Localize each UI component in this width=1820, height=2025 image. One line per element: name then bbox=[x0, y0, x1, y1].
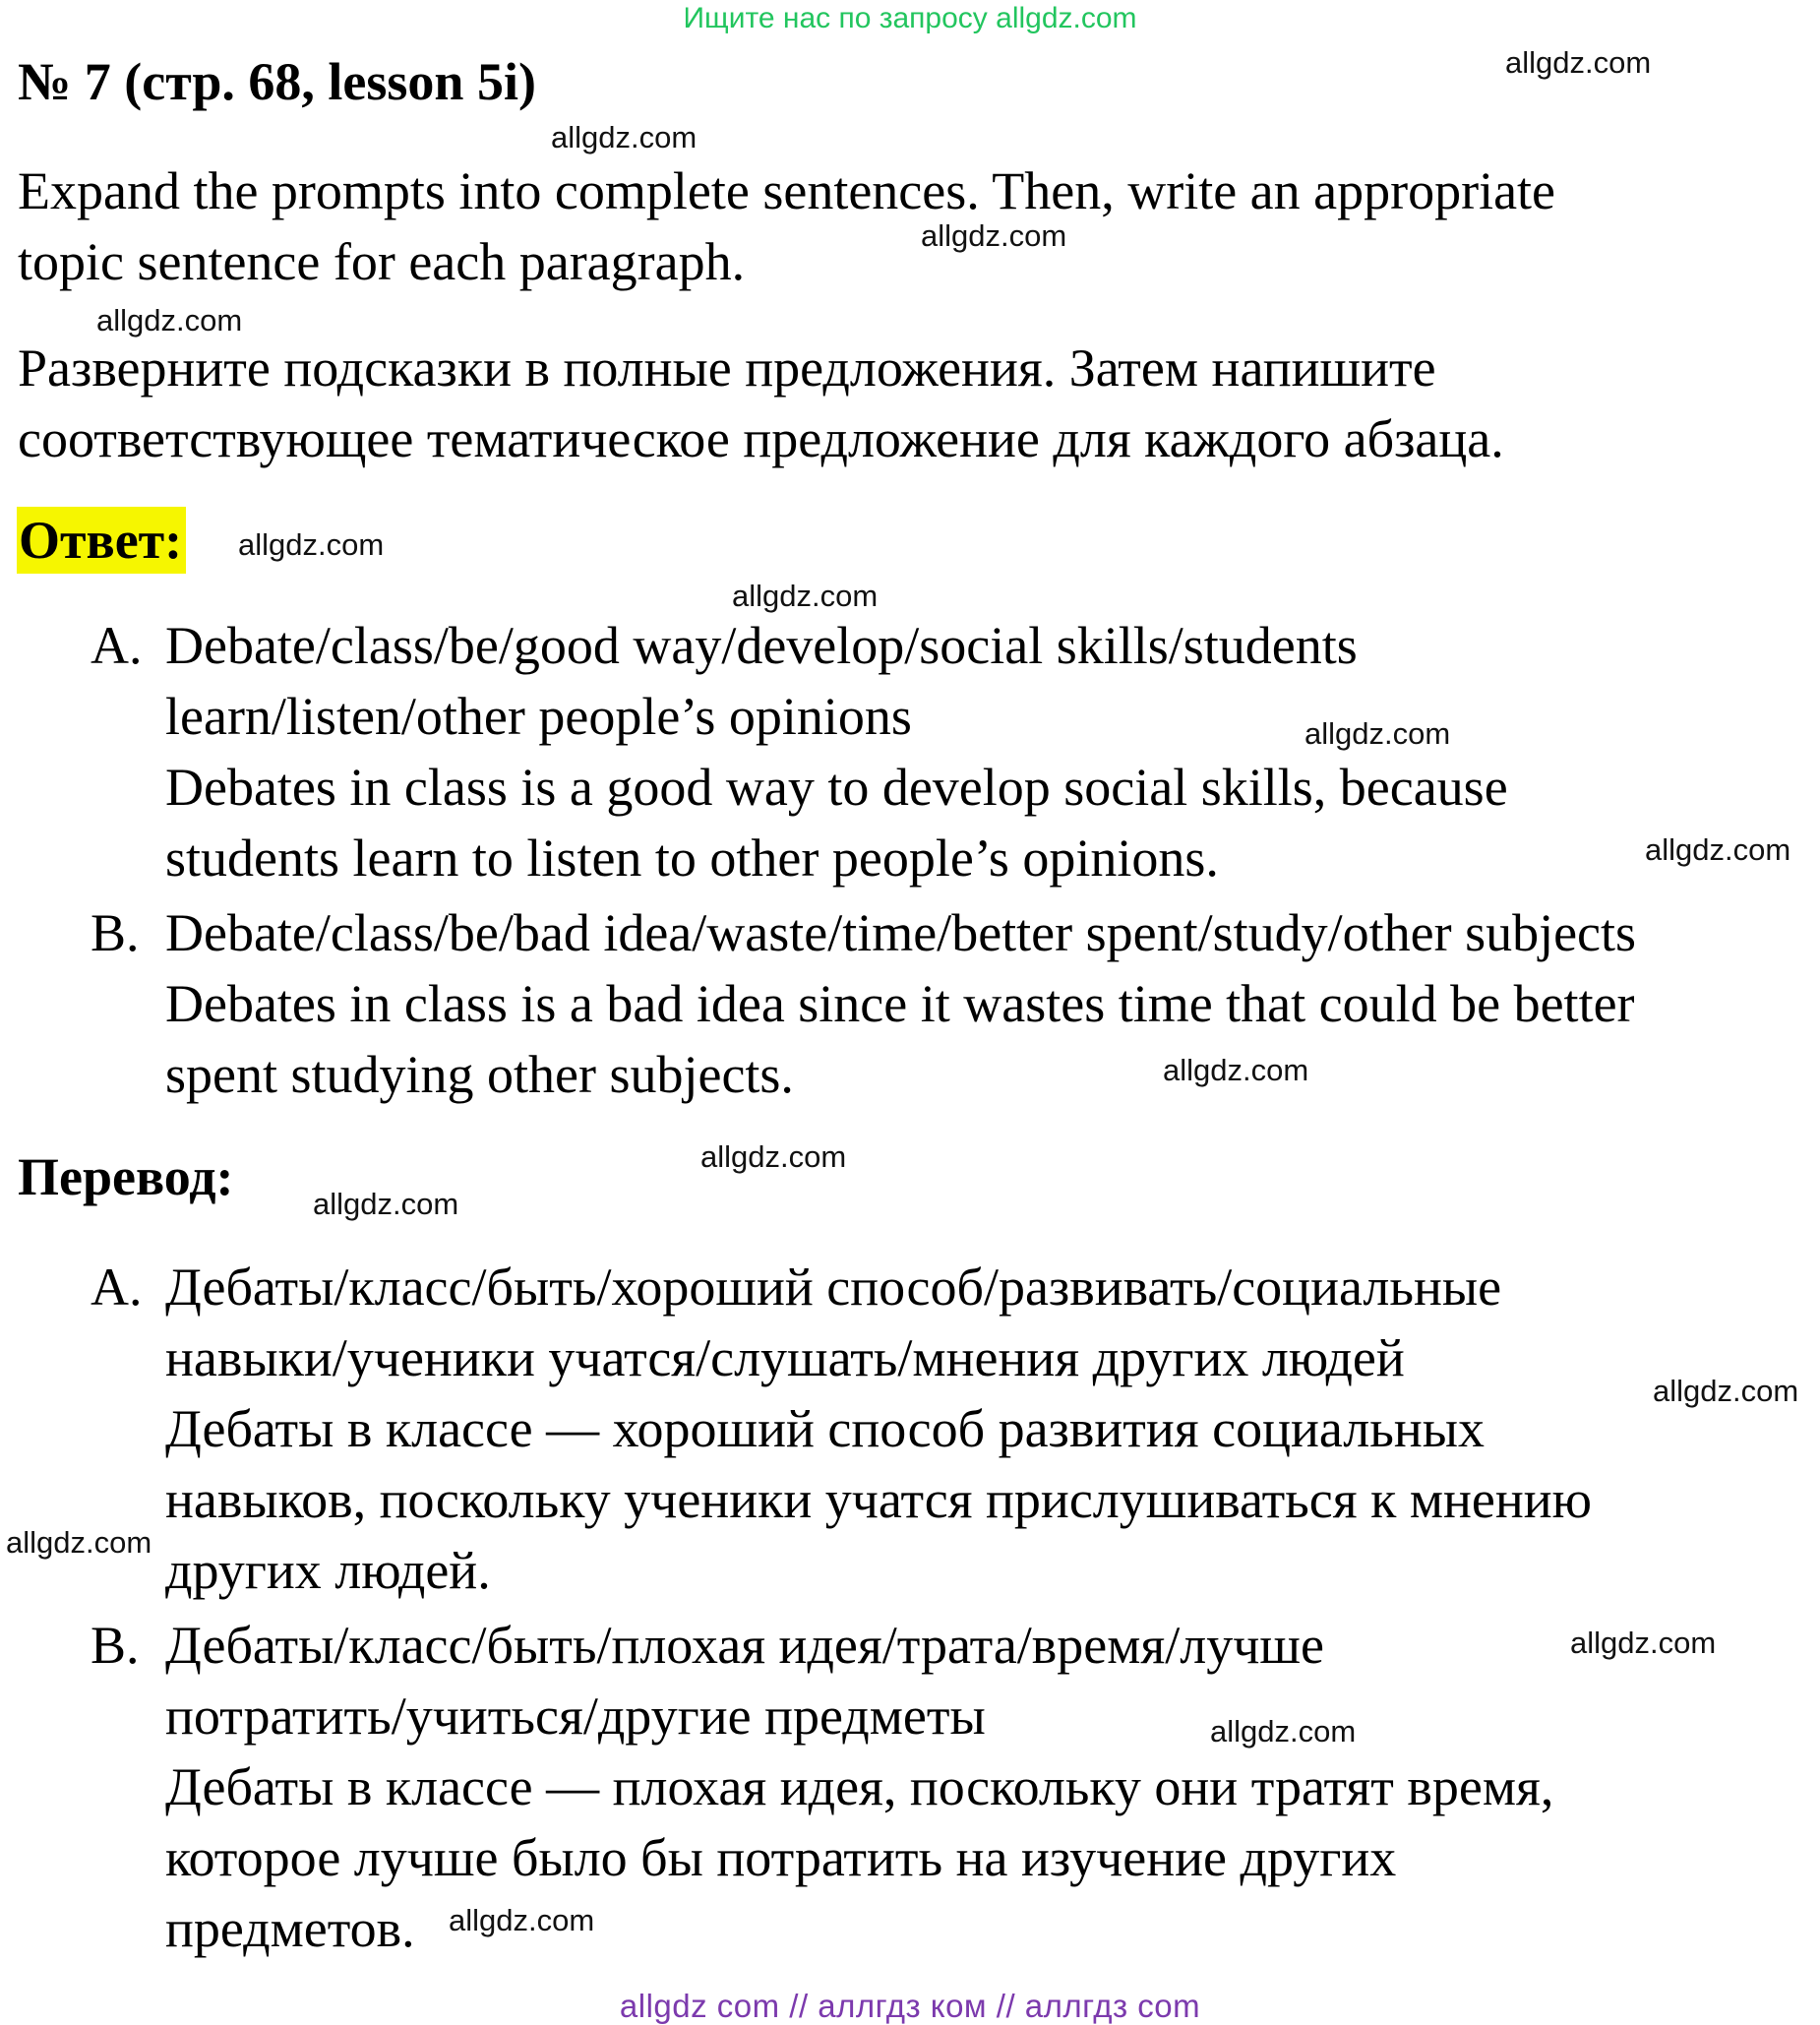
instructions-english-line: Expand the prompts into complete sentences. Then, write an appropriate bbox=[18, 161, 1556, 220]
watermark: allgdz.com bbox=[1653, 1374, 1799, 1408]
translation-item-a-line: Дебаты/класс/быть/хороший способ/развивать/социальные bbox=[165, 1258, 1502, 1317]
watermark: allgdz.com bbox=[238, 527, 385, 562]
translation-item-b-line: предметов. bbox=[165, 1899, 415, 1958]
instructions-russian bbox=[18, 333, 1504, 474]
watermark: allgdz.com bbox=[6, 1525, 152, 1560]
answer-item-a-letter: A. bbox=[91, 616, 143, 675]
translation-item-b-line: которое лучше было бы потратить на изучение других bbox=[165, 1828, 1397, 1887]
watermark: allgdz.com bbox=[921, 218, 1067, 253]
watermark: allgdz.com bbox=[96, 303, 243, 338]
translation-item-b-line: потратить/учиться/другие предметы bbox=[165, 1687, 986, 1746]
instructions-russian-line: соответствующее тематическое предложение для каждого абзаца. bbox=[18, 409, 1504, 468]
translation-item-a-line: навыков, поскольку ученики учатся прислушиваться к мнению bbox=[165, 1470, 1593, 1529]
translation-item-a bbox=[165, 1252, 1592, 1606]
translation-item-b bbox=[165, 1610, 1553, 1964]
translation-item-b-line: Дебаты в классе — плохая идея, поскольку они тратят время, bbox=[165, 1757, 1554, 1816]
answer-item-a bbox=[165, 610, 1508, 893]
instructions-english-line: topic sentence for each paragraph. bbox=[18, 232, 746, 291]
watermark: allgdz.com bbox=[1163, 1053, 1309, 1087]
watermark: allgdz.com bbox=[1505, 45, 1652, 80]
watermark: allgdz.com bbox=[732, 579, 879, 613]
answer-item-b bbox=[165, 897, 1636, 1110]
answer-heading: Ответ: bbox=[17, 507, 186, 574]
watermark: allgdz.com bbox=[1570, 1626, 1717, 1660]
watermark: allgdz.com bbox=[313, 1187, 459, 1221]
answer-item-b-letter: B. bbox=[91, 903, 140, 962]
instructions-english bbox=[18, 155, 1555, 297]
translation-item-a-line: навыки/ученики учатся/слушать/мнения других людей bbox=[165, 1328, 1405, 1387]
answer-item-b-sentence-line: Debates in class is a bad idea since it wastes time that could be better bbox=[165, 974, 1635, 1033]
answer-item-b-sentence-line: spent studying other subjects. bbox=[165, 1045, 794, 1104]
answer-item-b-prompt-line: Debate/class/be/bad idea/waste/time/better spent/study/other subjects bbox=[165, 903, 1637, 962]
answer-item-a-sentence-line: Debates in class is a good way to develop social skills, because bbox=[165, 758, 1508, 817]
translation-item-a-line: Дебаты в классе — хороший способ развития социальных bbox=[165, 1399, 1486, 1458]
translation-item-b-letter: B. bbox=[91, 1616, 140, 1675]
watermark: allgdz.com bbox=[1210, 1714, 1357, 1749]
translation-item-b-line: Дебаты/класс/быть/плохая идея/трата/время/лучше bbox=[165, 1616, 1324, 1675]
translation-item-a-letter: A. bbox=[91, 1258, 143, 1317]
watermark: allgdz.com bbox=[449, 1903, 595, 1937]
watermark: allgdz.com bbox=[551, 120, 698, 154]
instructions-russian-line: Разверните подсказки в полные предложения. Затем напишите bbox=[18, 338, 1436, 398]
translation-heading: Перевод: bbox=[18, 1147, 234, 1206]
translation-item-a-line: других людей. bbox=[165, 1541, 491, 1600]
footer-watermark: allgdz com // аллгдз ком // аллгдз com bbox=[619, 1988, 1201, 2024]
watermark: allgdz.com bbox=[700, 1139, 847, 1174]
answer-item-a-prompt-line: learn/listen/other people’s opinions bbox=[165, 687, 912, 746]
watermark: allgdz.com bbox=[1304, 716, 1451, 751]
watermark: allgdz.com bbox=[1645, 832, 1791, 867]
top-banner: Ищите нас по запросу allgdz.com bbox=[683, 2, 1137, 34]
task-title: № 7 (стр. 68, lesson 5i) bbox=[18, 52, 536, 111]
answer-item-a-sentence-line: students learn to listen to other people’s opinions. bbox=[165, 828, 1219, 888]
answer-item-a-prompt-line: Debate/class/be/good way/develop/social skills/students bbox=[165, 616, 1358, 675]
